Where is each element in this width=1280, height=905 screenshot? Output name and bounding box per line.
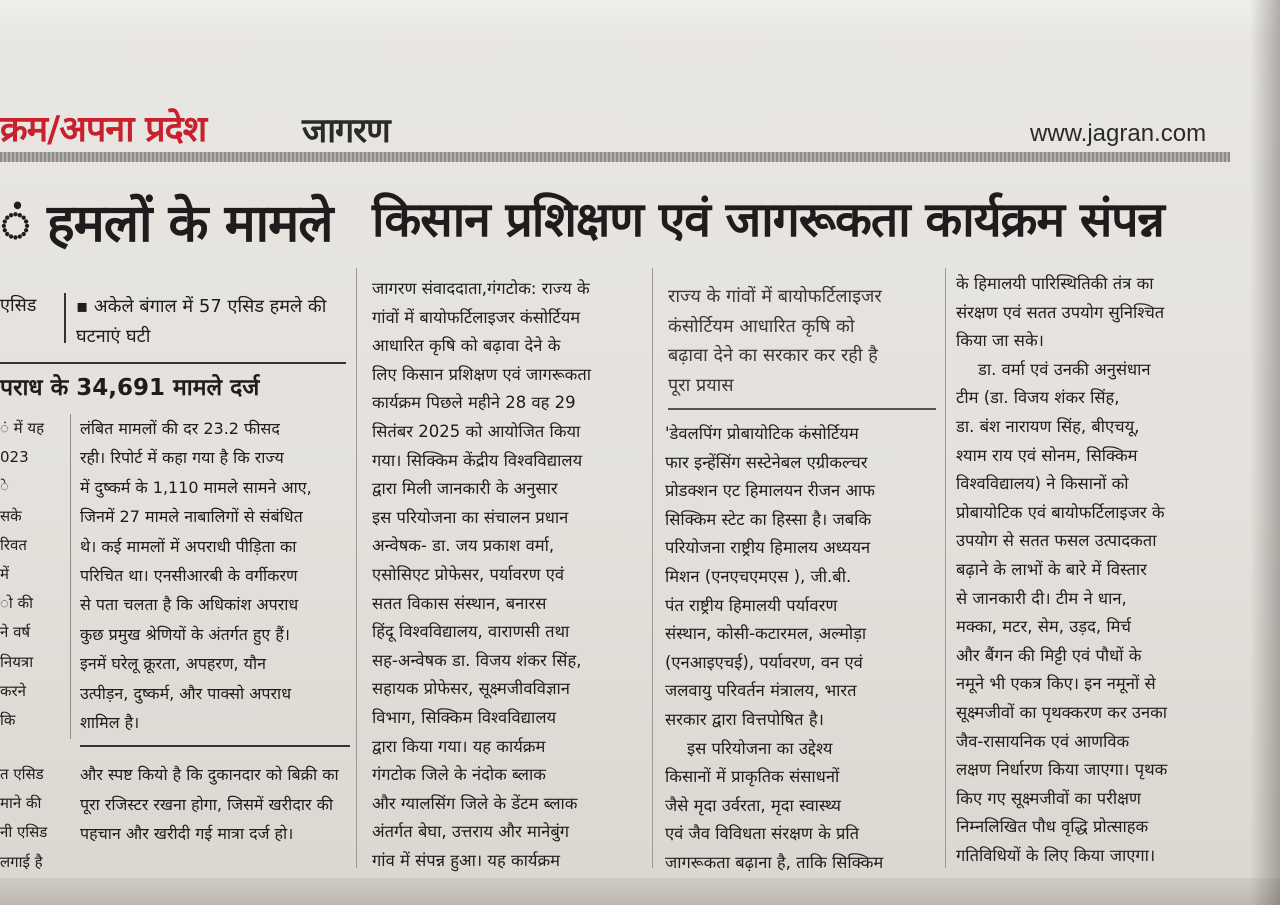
text-line: विश्वविद्यालय) ने किसानों को bbox=[956, 474, 1129, 494]
text-line: किसानों में प्राकृतिक संसाधनों bbox=[665, 767, 840, 787]
text-line: अन्वेषक- डा. जय प्रकाश वर्मा, bbox=[372, 536, 555, 556]
text-line: गया। सिक्किम केंद्रीय विश्वविद्यालय bbox=[372, 450, 583, 470]
text-line: और ग्यालसिंग जिले के डेंटम ब्लाक bbox=[372, 793, 578, 813]
text-line: संरक्षण एवं सतत उपयोग सुनिश्चित bbox=[956, 302, 1165, 322]
text-line: प्रोबायोटिक एवं बायोफर्टिलाइजर के bbox=[956, 502, 1165, 522]
text-line: जैव-रासायनिक एवं आणविक bbox=[956, 731, 1130, 751]
bullet-point bbox=[76, 292, 356, 352]
bullet-icon: ▪ bbox=[76, 296, 94, 317]
brand-name: जागरण bbox=[302, 111, 390, 151]
page-edge-right bbox=[1250, 0, 1280, 905]
text-line: गतिविधियों के लिए किया जाएगा। bbox=[956, 845, 1156, 865]
pull-quote bbox=[668, 282, 933, 400]
article-column-2 bbox=[665, 420, 937, 878]
text-line: संस्थान, कोसी-कटारमल, अल्मोड़ा bbox=[665, 624, 867, 644]
text-line: निम्नलिखित पौध वृद्धि प्रोत्साहक bbox=[956, 817, 1149, 837]
text-line: डा. वर्मा एवं उनकी अनुसंधान bbox=[978, 359, 1151, 379]
text-line: फार इन्हेंसिंग सस्टेनेबल एग्रीकल्चर bbox=[665, 452, 868, 472]
text-line: मक्का, मटर, सेम, उड़द, मिर्च bbox=[956, 617, 1131, 637]
left-narrow-text bbox=[0, 414, 64, 735]
text-line: कंसोर्टियम आधारित कृषि को bbox=[668, 315, 855, 337]
text-line: बढ़ाने के लाभों के बारे में विस्तार bbox=[956, 559, 1147, 579]
text-line: एसोसिएट प्रोफेसर, पर्यावरण एवं bbox=[372, 564, 565, 584]
text-line: गांवों में बायोफर्टिलाइजर कंसोर्टियम bbox=[372, 307, 581, 327]
text-line: टीम (डा. विजय शंकर सिंह, bbox=[956, 388, 1120, 408]
section-title: क्रम/अपना प्रदेश bbox=[0, 109, 207, 150]
text-line: 023 bbox=[0, 448, 29, 467]
website-url: www.jagran.com bbox=[1030, 120, 1207, 147]
section-rule bbox=[0, 362, 346, 364]
page-edge-top bbox=[0, 0, 1280, 40]
column-divider bbox=[945, 268, 946, 868]
text-line: परियोजना राष्ट्रीय हिमालय अध्ययन bbox=[665, 538, 871, 558]
article-column-1 bbox=[372, 275, 642, 875]
page-bottom-shadow bbox=[0, 878, 1280, 905]
column-separator bbox=[64, 293, 66, 343]
text-line: से जानकारी दी। टीम ने धान, bbox=[956, 588, 1127, 608]
left-headline: ं हमलों के मामले bbox=[0, 194, 333, 254]
text-line: त एसिड bbox=[0, 765, 44, 783]
text-line: परिचित था। एनसीआरबी के वर्गीकरण bbox=[80, 566, 298, 586]
text-line: इस परियोजना का उद्देश्य bbox=[687, 738, 833, 758]
text-line: एवं जैव विविधता संरक्षण के प्रति bbox=[665, 824, 860, 844]
text-line: जैसे मृदा उर्वरता, मृदा स्वास्थ्य bbox=[665, 795, 841, 815]
text-line: इस परियोजना का संचालन प्रधान bbox=[372, 507, 569, 527]
text-line: के हिमालयी पारिस्थितिकी तंत्र का bbox=[956, 274, 1154, 293]
text-line: माने की bbox=[0, 794, 42, 813]
text-line: नमूने भी एकत्र किए। इन नमूनों से bbox=[956, 674, 1156, 694]
text-line: इनमें घरेलू क्रूरता, अपहरण, यौन bbox=[80, 654, 266, 674]
text-line: नियत्रा bbox=[0, 652, 34, 671]
text-line: रही। रिपोर्ट में कहा गया है कि राज्य bbox=[80, 448, 284, 468]
text-line: और स्पष्ट कियो है कि दुकानदार को bbox=[80, 765, 283, 784]
column-divider bbox=[652, 268, 653, 868]
text-line: सके bbox=[0, 506, 22, 525]
pull-quote-rule bbox=[668, 408, 936, 410]
text-line: पूरा प्रयास bbox=[668, 374, 734, 396]
text-line: ने वर्ष bbox=[0, 623, 31, 642]
text-line: े bbox=[0, 477, 9, 496]
text-line: सतत विकास संस्थान, बनारस bbox=[372, 593, 547, 613]
left-bottom-rule bbox=[80, 745, 350, 747]
text-line: पंत राष्ट्रीय हिमालयी पर्यावरण bbox=[665, 595, 838, 615]
text-line: खरीदी गई मात्रा दर्ज हो। bbox=[153, 824, 294, 843]
text-line: थे। कई मामलों में अपराधी पीड़िता का bbox=[80, 536, 297, 556]
text-line: कुछ प्रमुख श्रेणियों के अंतर्गत हुए हैं। bbox=[80, 624, 290, 644]
text-line: जिनमें 27 मामले नाबालिगों से संबंधित bbox=[80, 507, 303, 527]
text-line: गांव में संपन्न हुआ। यह कार्यक्रम bbox=[372, 850, 561, 870]
text-line: में दुष्कर्म के 1,110 मामले सामने आए, bbox=[80, 477, 312, 497]
text-line: सहायक प्रोफेसर, सूक्ष्मजीवविज्ञान bbox=[372, 679, 570, 699]
text-line: किए गए सूक्ष्मजीवों का परीक्षण bbox=[956, 788, 1141, 808]
text-line: सूक्ष्मजीवों का पृथक्करण कर उनका bbox=[956, 702, 1168, 722]
column-divider bbox=[356, 268, 357, 868]
text-line: विभाग, सिक्किम विश्वविद्यालय bbox=[372, 707, 557, 727]
text-line: (एनआइएचई), पर्यावरण, वन एवं bbox=[665, 652, 863, 672]
text-line: उपयोग से सतत फसल उत्पादकता bbox=[956, 531, 1157, 551]
text-line: ो की bbox=[0, 594, 33, 613]
text-line: कि bbox=[0, 711, 16, 730]
text-line: जागरण संवाददाता,गंगटोक: राज्य के bbox=[372, 279, 590, 298]
article-column-3 bbox=[956, 270, 1228, 870]
text-line: प्रोडक्शन एट हिमालयन रीजन आफ bbox=[665, 481, 876, 501]
text-line: अंतर्गत बेघा, उत्तराय और मानेबुंग bbox=[372, 822, 570, 842]
text-line: किया जा सके। bbox=[956, 331, 1044, 351]
main-headline: किसान प्रशिक्षण एवं जागरूकता कार्यक्रम संपन्न bbox=[372, 192, 1164, 248]
text-line: लंबित मामलों की दर 23.2 फीसद bbox=[80, 419, 280, 438]
text-line: ं में यह bbox=[0, 419, 45, 437]
text-line: सिक्किम स्टेट का हिस्सा है। जबकि bbox=[665, 509, 872, 529]
text-line: रिवत bbox=[0, 535, 27, 554]
header-rule bbox=[0, 152, 1230, 162]
bullet-text: अकेले बंगाल में 57 एसिड हमले की घटनाएं घटी bbox=[76, 296, 327, 347]
text-line: जलवायु परिवर्तन मंत्रालय, भारत bbox=[665, 681, 857, 701]
bottom-narrow-text bbox=[0, 760, 64, 877]
text-line: आधारित कृषि को बढ़ावा देने के bbox=[372, 336, 561, 356]
text-line: सरकार द्वारा वित्तपोषित है। bbox=[665, 709, 824, 729]
left-body bbox=[80, 414, 350, 737]
text-line: शामिल है। bbox=[80, 713, 140, 733]
left-subhead: पराध के 34,691 मामले दर्ज bbox=[0, 375, 260, 401]
text-line: डा. बंश नारायण सिंह, बीएचयू, bbox=[956, 416, 1140, 436]
text-line: बढ़ावा देने का सरकार कर रही है bbox=[668, 345, 878, 366]
text-line: मिशन (एनएचएमएस ), जी.बी. bbox=[665, 566, 852, 586]
text-line: लिए किसान प्रशिक्षण एवं जागरूकता bbox=[372, 364, 592, 384]
text-line: जिसमें खरीदार की पहचान और bbox=[80, 794, 334, 843]
text-line: से पता चलता है कि अधिकांश अपराध bbox=[80, 595, 299, 615]
text-line: में bbox=[0, 565, 9, 584]
text-line: राज्य के गांवों में बायोफर्टिलाइजर bbox=[668, 286, 882, 307]
text-line: सितंबर 2025 को आयोजित किया bbox=[372, 421, 581, 441]
text-line: कार्यक्रम पिछले महीने 28 वह 29 bbox=[372, 393, 576, 413]
text-line: करने bbox=[0, 681, 26, 700]
text-line: लक्षण निर्धारण किया जाएगा। पृथक bbox=[956, 760, 1168, 780]
text-line: नी एसिड bbox=[0, 823, 48, 842]
text-line: द्वारा मिली जानकारी के अनुसार bbox=[372, 479, 558, 499]
left-fragment: एसिड bbox=[0, 295, 37, 316]
bottom-left-text bbox=[80, 760, 350, 849]
text-line: जागरूकता बढ़ाना है, ताकि सिक्किम bbox=[665, 852, 884, 872]
text-line: हिंदू विश्वविद्यालय, वाराणसी तथा bbox=[372, 622, 570, 642]
text-line: श्याम राय एवं सोनम, सिक्किम bbox=[956, 445, 1138, 465]
text-line: उत्पीड़न, दुष्कर्म, और पाक्सो अपराध bbox=[80, 683, 292, 703]
narrow-divider bbox=[70, 414, 71, 739]
text-line: बिक्री का पूरा रजिस्टर रखना होगा, bbox=[80, 765, 339, 814]
text-line: सह-अन्वेषक डा. विजय शंकर सिंह, bbox=[372, 650, 582, 670]
text-line: और बैंगन की मिट्टी एवं पौधों के bbox=[956, 645, 1142, 665]
text-line: द्वारा किया गया। यह कार्यक्रम bbox=[372, 736, 546, 756]
text-line: लगाई है bbox=[0, 852, 43, 871]
text-line: 'डेवलपिंग प्रोबायोटिक कंसोर्टियम bbox=[665, 424, 859, 443]
text-line: गंगटोक जिले के नंदोक ब्लाक bbox=[372, 765, 546, 785]
